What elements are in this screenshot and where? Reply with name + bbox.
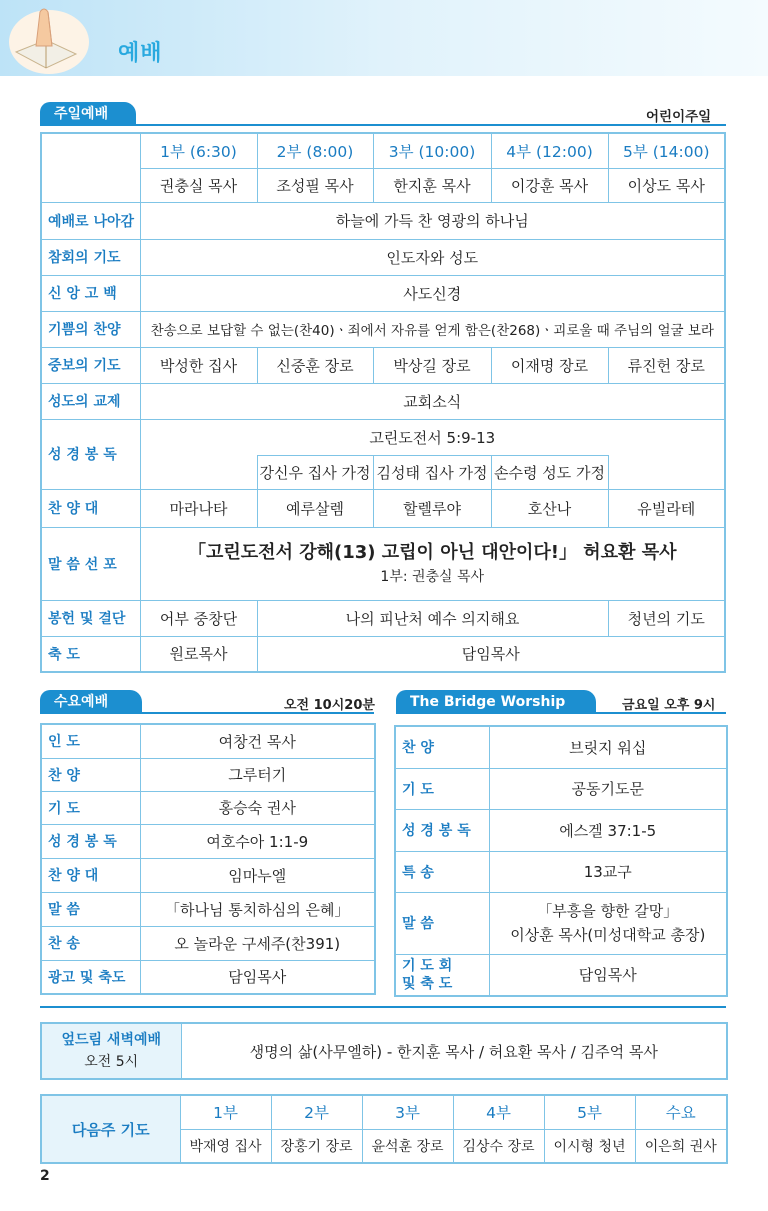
row-value: 「하나님 통치하심의 은혜」 bbox=[140, 892, 375, 926]
service-head: 1부 bbox=[180, 1095, 271, 1129]
row-value: 브릿지 워십 bbox=[489, 726, 727, 768]
choir-name: 예루살렘 bbox=[257, 489, 373, 527]
wednesday-time: 오전 10시20분 bbox=[284, 698, 375, 713]
offering-value: 어부 중창단 bbox=[140, 600, 257, 636]
tab-bridge-worship: The Bridge Worship bbox=[396, 690, 596, 714]
service-time: 2부 (8:00) bbox=[257, 133, 373, 168]
intercessor-name: 이재명 장로 bbox=[491, 347, 608, 383]
row-value: 공동기도문 bbox=[489, 768, 727, 809]
dawn-label-cell bbox=[41, 1023, 181, 1079]
row-label: 찬 송 bbox=[41, 926, 140, 960]
row-label: 찬 양 대 bbox=[41, 489, 140, 527]
page-header bbox=[0, 0, 768, 76]
row-label: 말 씀 선 포 bbox=[41, 527, 140, 600]
intercessor-name: 박성한 집사 bbox=[140, 347, 257, 383]
dawn-time: 오전 5시 bbox=[84, 1054, 139, 1070]
sermon-title: 「고린도전서 강해(13) 고립이 아닌 대안이다!」 허요환 목사 bbox=[188, 541, 677, 563]
next-week-prayer-table bbox=[40, 1094, 728, 1164]
prayer-name: 박재영 집사 bbox=[180, 1129, 271, 1163]
prayer-name: 윤석훈 장로 bbox=[362, 1129, 453, 1163]
empty-cell bbox=[140, 455, 257, 489]
row-value: 그루터기 bbox=[140, 758, 375, 791]
prayer-name: 장홍기 장로 bbox=[271, 1129, 362, 1163]
row-value: 담임목사 bbox=[489, 954, 727, 996]
service-time: 3부 (10:00) bbox=[373, 133, 491, 168]
service-pastor: 이상도 목사 bbox=[608, 168, 725, 202]
sermon-speaker: 이상훈 목사(미성대학교 총장) bbox=[510, 926, 706, 944]
row-value: 인도자와 성도 bbox=[140, 239, 725, 275]
service-head: 수요 bbox=[635, 1095, 727, 1129]
dawn-worship-table bbox=[40, 1022, 728, 1080]
label-line: 및 축 도 bbox=[402, 975, 453, 992]
row-value: 하늘에 가득 찬 영광의 하나님 bbox=[140, 202, 725, 239]
choir-name: 마라나타 bbox=[140, 489, 257, 527]
row-label: 찬 양 bbox=[395, 726, 489, 768]
row-label: 참회의 기도 bbox=[41, 239, 140, 275]
row-label: 찬 양 대 bbox=[41, 858, 140, 892]
row-value: 담임목사 bbox=[140, 960, 375, 994]
row-value: 오 놀라운 구세주(찬391) bbox=[140, 926, 375, 960]
wednesday-worship-table bbox=[40, 723, 376, 995]
reader-family: 손수령 성도 가정 bbox=[491, 455, 608, 489]
prayer-name: 이시형 청년 bbox=[544, 1129, 635, 1163]
tab-wednesday-worship: 수요예배 bbox=[40, 690, 142, 714]
row-label: 중보의 기도 bbox=[41, 347, 140, 383]
service-time: 1부 (6:30) bbox=[140, 133, 257, 168]
label-line: 기 도 회 bbox=[402, 957, 453, 974]
row-value: 찬송으로 보답할 수 없는(찬40)ㆍ죄에서 자유를 얻게 함은(찬268)ㆍ괴로울 때 주님의 얼굴 보라 bbox=[140, 311, 725, 347]
service-head: 5부 bbox=[544, 1095, 635, 1129]
reader-family: 김성태 집사 가정 bbox=[373, 455, 491, 489]
service-time: 5부 (14:00) bbox=[608, 133, 725, 168]
service-pastor: 조성필 목사 bbox=[257, 168, 373, 202]
praying-hands-bible-icon bbox=[6, 2, 92, 74]
row-label: 예배로 나아감 bbox=[41, 202, 140, 239]
row-label: 기 도 bbox=[395, 768, 489, 809]
prayer-name: 이은희 권사 bbox=[635, 1129, 727, 1163]
choir-name: 할렐루야 bbox=[373, 489, 491, 527]
dawn-label: 엎드림 새벽예배 bbox=[61, 1031, 162, 1048]
row-label: 성 경 봉 독 bbox=[41, 419, 140, 489]
row-label: 봉헌 및 결단 bbox=[41, 600, 140, 636]
bridge-time: 금요일 오후 9시 bbox=[622, 698, 716, 713]
row-label: 광고 및 축도 bbox=[41, 960, 140, 994]
intercessor-name: 박상길 장로 bbox=[373, 347, 491, 383]
row-label: 찬 양 bbox=[41, 758, 140, 791]
row-label: 신 앙 고 백 bbox=[41, 275, 140, 311]
row-value: 임마누엘 bbox=[140, 858, 375, 892]
row-value: 홍승숙 권사 bbox=[140, 791, 375, 824]
corner-cell bbox=[41, 133, 140, 202]
row-label: 말 씀 bbox=[395, 892, 489, 954]
row-label bbox=[395, 954, 489, 996]
offering-value: 청년의 기도 bbox=[608, 600, 725, 636]
row-value: 13교구 bbox=[489, 851, 727, 892]
row-label: 성 경 봉 독 bbox=[395, 809, 489, 851]
bridge-worship-table bbox=[394, 725, 728, 997]
row-value: 에스겔 37:1-5 bbox=[489, 809, 727, 851]
row-value bbox=[489, 892, 727, 954]
choir-name: 호산나 bbox=[491, 489, 608, 527]
benediction-value: 원로목사 bbox=[140, 636, 257, 672]
row-label: 인 도 bbox=[41, 724, 140, 758]
childrens-sunday-label: 어린이주일 bbox=[646, 109, 712, 125]
row-value: 교회소식 bbox=[140, 383, 725, 419]
row-label: 성도의 교제 bbox=[41, 383, 140, 419]
divider bbox=[40, 1006, 726, 1008]
sunday-worship-table bbox=[40, 132, 726, 673]
service-head: 4부 bbox=[453, 1095, 544, 1129]
service-pastor: 권충실 목사 bbox=[140, 168, 257, 202]
intercessor-name: 신중훈 장로 bbox=[257, 347, 373, 383]
page-number: 2 bbox=[40, 1168, 50, 1184]
sermon-cell bbox=[140, 527, 725, 600]
prayer-name: 김상수 장로 bbox=[453, 1129, 544, 1163]
sermon-title: 「부흥을 향한 갈망」 bbox=[537, 902, 679, 920]
scripture-passage: 고린도전서 5:9-13 bbox=[140, 419, 725, 455]
service-time: 4부 (12:00) bbox=[491, 133, 608, 168]
service-pastor: 한지훈 목사 bbox=[373, 168, 491, 202]
choir-name: 유빌라테 bbox=[608, 489, 725, 527]
service-head: 2부 bbox=[271, 1095, 362, 1129]
row-value: 여창건 목사 bbox=[140, 724, 375, 758]
page-title: 예배 bbox=[118, 41, 163, 66]
offering-value: 나의 피난처 예수 의지해요 bbox=[257, 600, 608, 636]
row-label: 성 경 봉 독 bbox=[41, 824, 140, 858]
dawn-value: 생명의 삶(사무엘하) - 한지훈 목사 / 허요환 목사 / 김주억 목사 bbox=[181, 1023, 727, 1079]
sermon-sub: 1부: 권충실 목사 bbox=[380, 568, 485, 585]
row-label: 기쁨의 찬양 bbox=[41, 311, 140, 347]
row-label: 특 송 bbox=[395, 851, 489, 892]
next-week-label: 다음주 기도 bbox=[41, 1095, 180, 1163]
benediction-value: 담임목사 bbox=[257, 636, 725, 672]
row-label: 축 도 bbox=[41, 636, 140, 672]
empty-cell bbox=[608, 455, 725, 489]
intercessor-name: 류진헌 장로 bbox=[608, 347, 725, 383]
tab-sunday-worship: 주일예배 bbox=[40, 102, 136, 126]
divider bbox=[40, 124, 726, 126]
service-head: 3부 bbox=[362, 1095, 453, 1129]
row-label: 기 도 bbox=[41, 791, 140, 824]
row-value: 여호수아 1:1-9 bbox=[140, 824, 375, 858]
row-label: 말 씀 bbox=[41, 892, 140, 926]
reader-family: 강신우 집사 가정 bbox=[257, 455, 373, 489]
service-pastor: 이강훈 목사 bbox=[491, 168, 608, 202]
row-value: 사도신경 bbox=[140, 275, 725, 311]
